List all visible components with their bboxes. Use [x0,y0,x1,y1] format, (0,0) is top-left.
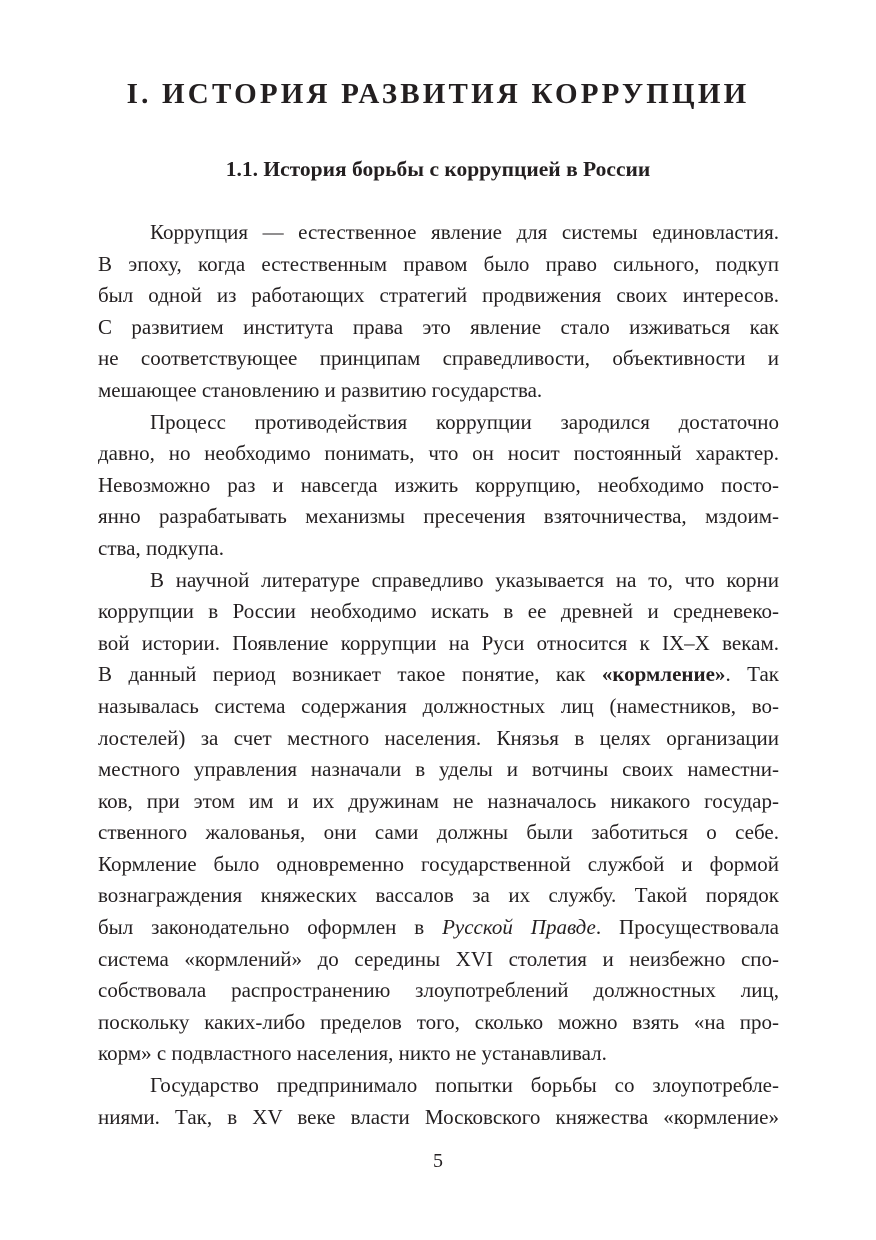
text-line: называлась система содержания должностных лиц (наместников, во- [98,693,779,718]
text-line: давно, но необходимо понимать, что он носит постоянный характер. [98,441,779,466]
paragraph-2 [98,407,779,565]
text-line: не соответствующее принципам справедливости, объективности и [98,346,779,371]
text-line: вой истории. Появление коррупции на Руси относится к IX–X векам. [98,630,779,655]
text-line: С развитием института права это явление стало изживаться как [98,314,779,339]
text-line-with-italic-title [98,912,779,944]
paragraph-4 [98,1070,779,1133]
text-line: местного управления назначали в уделы и вотчины своих наместни- [98,757,779,782]
text-segment: В данный период возникает такое понятие, как [98,662,602,687]
text-line: мешающее становлению и развитию государства. [98,377,543,402]
text-line: ственного жалованья, они сами должны были заботиться о себе. [98,820,779,845]
text-line: коррупции в России необходимо искать в ее древней и средневеко- [98,599,779,624]
text-line: Процесс противодействия коррупции зародился достаточно [150,409,779,434]
text-segment: . Просуществовала [595,915,779,940]
bold-term-kormlenie: «кормление» [601,662,726,687]
text-line: Государство предпринимало попытки борьбы со злоупотребле- [150,1073,779,1098]
text-line: Кормление было одновременно государственной службой и формой [98,851,779,876]
text-segment: . Так [725,662,779,687]
text-line: корм» с подвластного населения, никто не устанавливал. [98,1041,607,1066]
text-line: В эпоху, когда естественным правом было право сильного, подкуп [98,251,779,276]
text-line: система «кормлений» до середины XVI столетия и неизбежно спо- [98,946,779,971]
text-line: ниями. Так, в XV веке власти Московского княжества «кормление» [98,1104,779,1129]
text-line: собствовала распространению злоупотреблений должностных лиц, [98,978,779,1003]
text-line: Коррупция — естественное явление для системы единовластия. [150,220,779,244]
italic-title-russkaya-pravda: Русской Правде [442,915,596,940]
text-line-with-bold-term [98,659,779,691]
text-line: Невозможно раз и навсегда изжить коррупцию, необходимо посто- [98,472,779,497]
paragraph-1 [98,217,779,407]
text-line: поскольку каких-либо пределов того, сколько можно взять «на про- [98,1009,779,1034]
text-segment: был законодательно оформлен в [98,915,443,940]
text-line: В научной литературе справедливо указывается на то, что корни [150,567,779,592]
text-line: был одной из работающих стратегий продвижения своих интересов. [98,283,779,308]
text-line: ков, при этом им и их дружинам не назначалось никакого государ- [98,788,779,813]
text-line: янно разрабатывать механизмы пресечения взяточничества, мздоим- [98,504,779,529]
page-number: 5 [433,1150,443,1172]
text-line: ства, подкупа. [98,535,224,560]
text-line: вознаграждения княжеских вассалов за их службу. Такой порядок [98,883,779,908]
chapter-title: I. ИСТОРИЯ РАЗВИТИЯ КОРРУПЦИИ [126,78,750,110]
section-title: 1.1. История борьбы с коррупцией в России [225,157,651,181]
paragraph-3 [98,565,779,1071]
text-line: лостелей) за счет местного населения. Князья в целях организации [98,725,779,750]
body-text [98,217,779,1133]
